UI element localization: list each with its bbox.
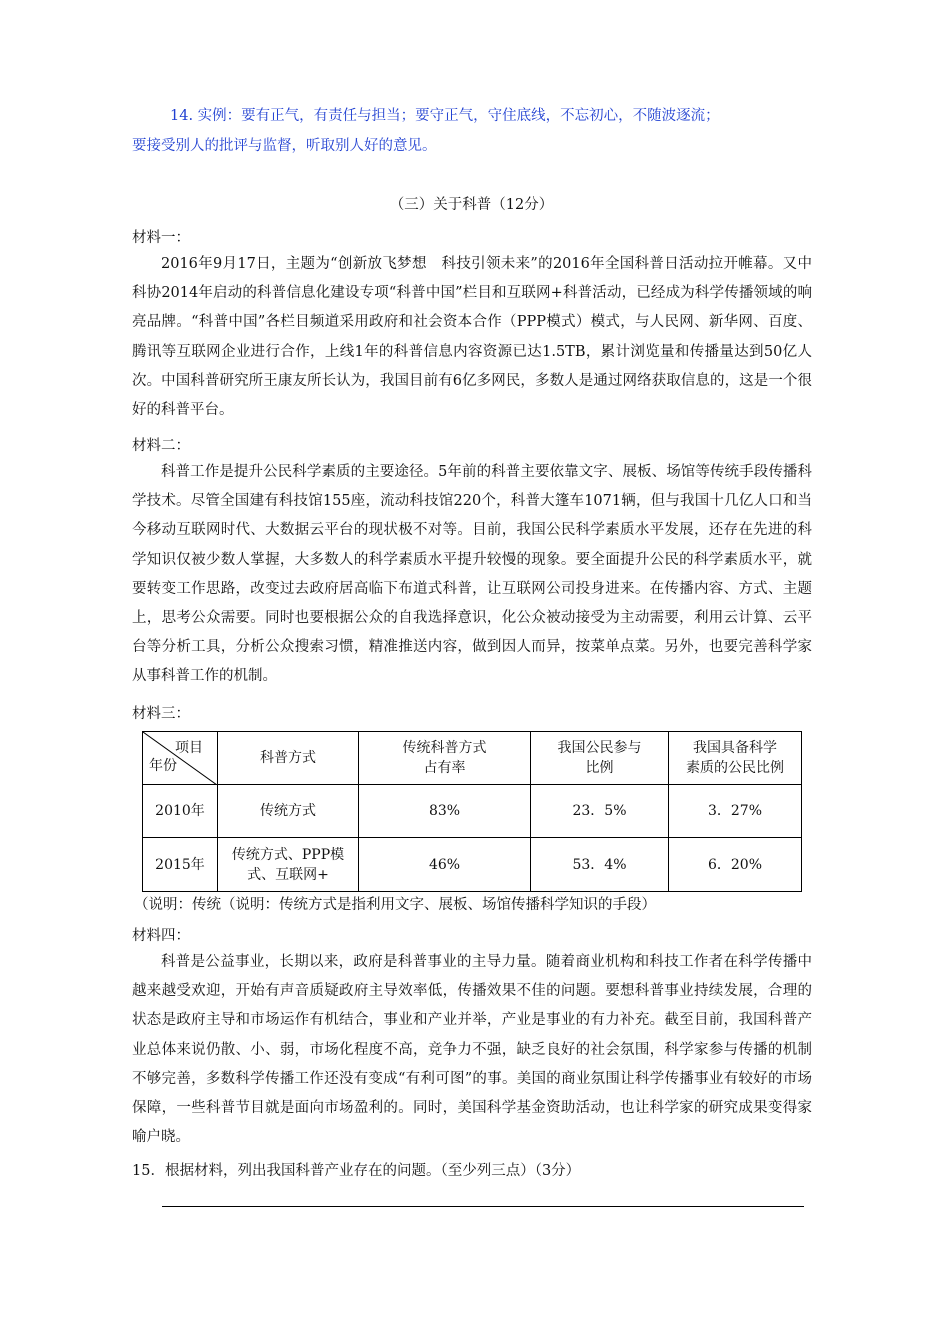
row-participation: 23．5% [531, 785, 669, 838]
row-literacy: 6．20% [669, 838, 802, 892]
row-literacy: 3．27% [669, 785, 802, 838]
row-year: 2010年 [143, 785, 218, 838]
material2-text: 科普工作是提升公民科学素质的主要途径。5年前的科普主要依靠文字、展板、场馆等传统手段传播科学技术。尽管全国建有科技馆155座，流动科技馆220个，科普大篷车1071辆，但与我国十几亿人口和当今移动互联网时代、大数据云平台的现状极不对等。目前，我国公民科学素质水平发展，还存在先进的科学知识仅被少数人掌握，大多数人的科学素质水平提升较慢的现象。要全面提升公民的科学素质水平，就要转变工作思路，改变过去政府居高临下布道式科普，让互联网公司投身进来。在传播内容、方式、主题上，思考公众需要。同时也要根据公众的自我选择意识，化公众被动接受为主动需要，利用云计算、云平台等分析工具，分析公众搜索习惯，精准推送内容，做到因人而异，按菜单点菜。另外，也要完善科学家从事科普工作的机制。 [132, 464, 812, 685]
table-header-row [143, 732, 802, 785]
corner-bottom-label: 年份 [149, 758, 177, 774]
science-popularization-table [142, 731, 802, 892]
row-share: 83% [359, 785, 531, 838]
row-year: 2015年 [143, 838, 218, 892]
table-note: （说明：传统（说明：传统方式是指利用文字、展板、场馆传播科学知识的手段） [134, 897, 656, 913]
header-share: 传统科普方式 占有率 [359, 732, 531, 785]
answer-14-line1: 14. 实例：要有正气，有责任与担当；要守正气，守住底线，不忘初心，不随波逐流； [170, 108, 720, 124]
row-method: 传统方式、PPP模式、互联网+ [218, 838, 359, 892]
row-share: 46% [359, 838, 531, 892]
header-participation: 我国公民参与 比例 [531, 732, 669, 785]
material2-label: 材料二： [132, 438, 190, 454]
header-method: 科普方式 [218, 732, 359, 785]
material1-label: 材料一： [132, 230, 190, 246]
row-method: 传统方式 [218, 785, 359, 838]
table-corner-cell [143, 732, 218, 785]
row-participation: 53．4% [531, 838, 669, 892]
corner-top-label: 项目 [175, 740, 203, 756]
table-row [143, 785, 802, 838]
answer-line[interactable] [162, 1206, 804, 1207]
table-row [143, 838, 802, 892]
question-15: 15．根据材料，列出我国科普产业存在的问题。（至少列三点）（3分） [132, 1163, 581, 1179]
material4-text: 科普是公益事业，长期以来，政府是科普事业的主导力量。随着商业机构和科技工作者在科学传播中越来越受欢迎，开始有声音质疑政府主导效率低，传播效果不佳的问题。要想科普事业持续发展，合理的状态是政府主导和市场运作有机结合，事业和产业并举，产业是事业的有力补充。截至目前，我国科普产业总体来说仍散、小、弱，市场化程度不高，竞争力不强，缺乏良好的社会氛围，科学家参与传播的机制不够完善，多数科学传播工作还没有变成“有利可图”的事。美国的商业氛围让科学传播事业有较好的市场保障，一些科普节目就是面向市场盈利的。同时，美国科学基金资助活动，也让科学家的研究成果变得家喻户晓。 [132, 954, 812, 1146]
material1-text: 2016年9月17日，主题为“创新放飞梦想 科技引领未来”的2016年全国科普日活动拉开帷幕。又中科协2014年启动的科普信息化建设专项“科普中国”栏目和互联网+科普活动，已经成为科学传播领域的响亮品牌。“科普中国”各栏目频道采用政府和社会资本合作（PPP模式）模式，与人民网、新华网、百度、腾讯等互联网企业进行合作，上线1年的科普信息内容资源已达1.5TB，累计浏览量和传播量达到50亿人次。中国科普研究所王康友所长认为，我国目前有6亿多网民，多数人是通过网络获取信息的，这是一个很好的科普平台。 [132, 256, 812, 419]
answer-14-line2: 要接受别人的批评与监督，听取别人好的意见。 [132, 138, 437, 154]
material3-label: 材料三： [132, 706, 190, 722]
material4-label: 材料四： [132, 928, 190, 944]
header-literacy: 我国具备科学 素质的公民比例 [669, 732, 802, 785]
section-title: （三）关于科普（12分） [389, 197, 554, 213]
